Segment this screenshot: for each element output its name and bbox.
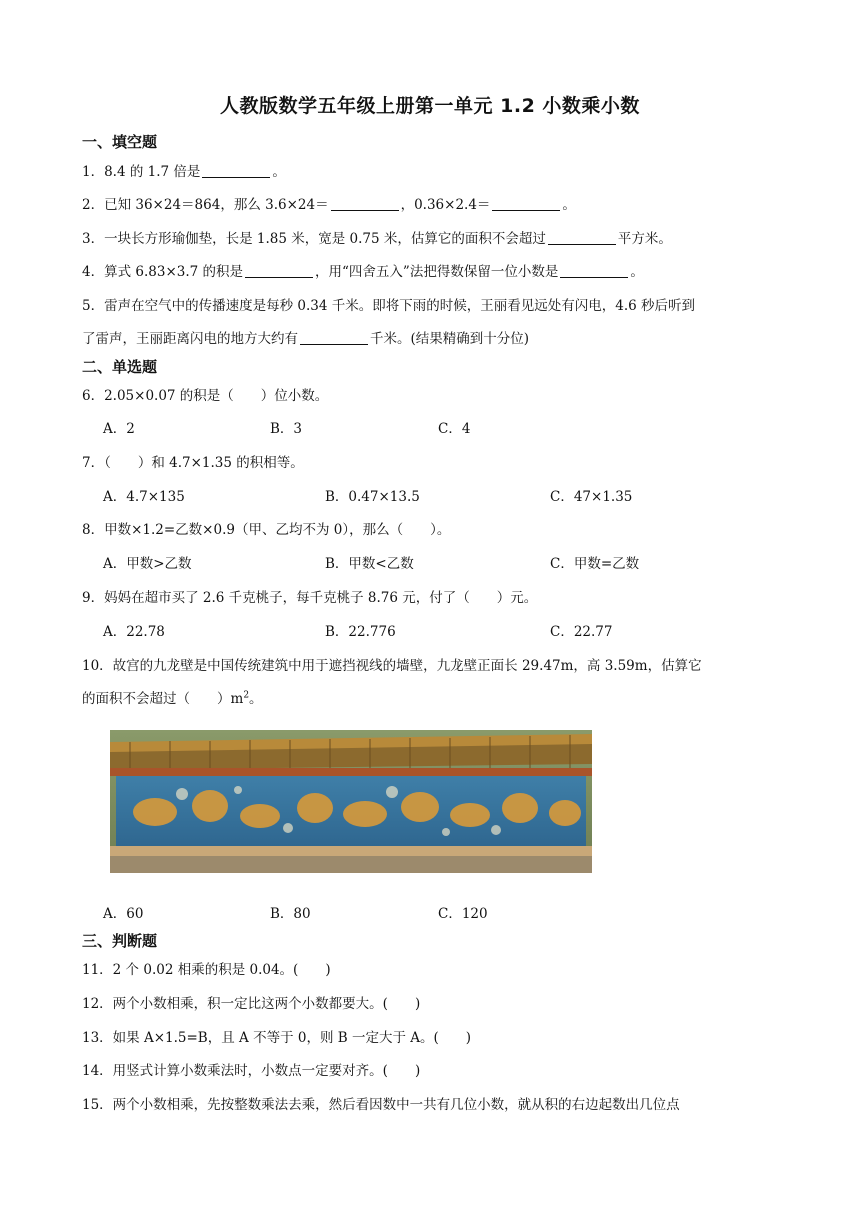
q9-option-b[interactable]: B．22.776 — [325, 624, 396, 640]
q8-option-a[interactable]: A．甲数>乙数 — [103, 556, 192, 572]
question-7: 7．（ ）和 4.7×1.35 的积相等。 — [82, 455, 304, 471]
answer-blank[interactable] — [560, 263, 628, 278]
answer-blank[interactable] — [202, 163, 270, 178]
question-6: 6．2.05×0.07 的积是（ ）位小数。 — [82, 388, 329, 404]
question-3-end: 平方米。 — [617, 231, 672, 247]
question-2-mid: ，0.36×2.4＝ — [400, 197, 491, 213]
question-10-line-1: 10．故宫的九龙壁是中国传统建筑中用于遮挡视线的墙壁，九龙壁正面长 29.47m，高 3.59m，估算它 — [82, 658, 702, 674]
q7-option-c[interactable]: C．47×1.35 — [550, 489, 633, 505]
q7-option-a[interactable]: A．4.7×135 — [103, 489, 185, 505]
nine-dragon-wall-image — [110, 730, 592, 873]
q6-option-b[interactable]: B．3 — [270, 421, 303, 437]
question-4-end: 。 — [630, 264, 644, 280]
q8-option-c[interactable]: C．甲数=乙数 — [550, 556, 640, 572]
q10-option-a[interactable]: A．60 — [103, 906, 144, 922]
question-15: 15．两个小数相乘，先按整数乘法去乘，然后看因数中一共有几位小数，就从积的右边起数出几位点 — [82, 1097, 680, 1113]
answer-blank[interactable] — [492, 196, 560, 211]
question-4 — [82, 260, 644, 280]
question-12: 12．两个小数相乘，积一定比这两个小数都要大。( ) — [82, 996, 421, 1012]
question-1 — [82, 160, 286, 180]
question-5-line-2 — [82, 327, 529, 347]
question-3-text: 3．一块长方形瑜伽垫，长是 1.85 米，宽是 0.75 米，估算它的面积不会超过 — [82, 231, 546, 247]
q9-option-a[interactable]: A．22.78 — [103, 624, 165, 640]
question-11: 11．2 个 0.02 相乘的积是 0.04。( ) — [82, 962, 331, 978]
question-1-text: 1．8.4 的 1.7 倍是 — [82, 164, 201, 180]
question-14: 14．用竖式计算小数乘法时，小数点一定要对齐。( ) — [82, 1063, 421, 1079]
q8-option-b[interactable]: B．甲数<乙数 — [325, 556, 414, 572]
page-title: 人教版数学五年级上册第一单元 1.2 小数乘小数 — [220, 95, 640, 117]
q6-option-c[interactable]: C．4 — [438, 421, 471, 437]
question-2-end: 。 — [562, 197, 576, 213]
superscript: 2 — [243, 690, 250, 701]
q6-option-a[interactable]: A．2 — [103, 421, 135, 437]
question-4-mid: ，用“四舍五入”法把得数保留一位小数是 — [315, 264, 559, 280]
q10-option-c[interactable]: C．120 — [438, 906, 488, 922]
answer-blank[interactable] — [300, 330, 368, 345]
question-8: 8．甲数×1.2=乙数×0.9（甲、乙均不为 0），那么（ ）。 — [82, 522, 451, 538]
q9-option-c[interactable]: C．22.77 — [550, 624, 613, 640]
question-9: 9．妈妈在超市买了 2.6 千克桃子，每千克桃子 8.76 元，付了（ ）元。 — [82, 590, 538, 606]
question-5-text: 了雷声，王丽距离闪电的地方大约有 — [82, 331, 298, 347]
section-choice-heading: 二、单选题 — [82, 358, 158, 376]
q10-option-b[interactable]: B．80 — [270, 906, 311, 922]
question-5-end: 千米。(结果精确到十分位) — [370, 331, 530, 347]
question-10-line-2 — [82, 687, 263, 707]
answer-blank[interactable] — [245, 263, 313, 278]
question-4-text: 4．算式 6.83×3.7 的积是 — [82, 264, 244, 280]
section-fill-heading: 一、填空题 — [82, 133, 158, 151]
question-2-text: 2．已知 36×24＝864，那么 3.6×24＝ — [82, 197, 329, 213]
answer-blank[interactable] — [548, 230, 616, 245]
answer-blank[interactable] — [331, 196, 399, 211]
section-judge-heading: 三、判断题 — [82, 932, 158, 950]
q7-option-b[interactable]: B．0.47×13.5 — [325, 489, 420, 505]
question-10-text: 的面积不会超过（ ）m — [82, 691, 244, 707]
question-1-end: 。 — [272, 164, 286, 180]
question-13: 13．如果 A×1.5=B，且 A 不等于 0，则 B 一定大于 A。( ) — [82, 1030, 472, 1046]
question-5-line-1: 5．雷声在空气中的传播速度是每秒 0.34 千米。即将下雨的时候，王丽看见远处有闪电，4.6 秒后听到 — [82, 298, 695, 314]
question-3 — [82, 227, 672, 247]
question-2 — [82, 193, 576, 213]
question-10-end: 。 — [249, 691, 263, 707]
